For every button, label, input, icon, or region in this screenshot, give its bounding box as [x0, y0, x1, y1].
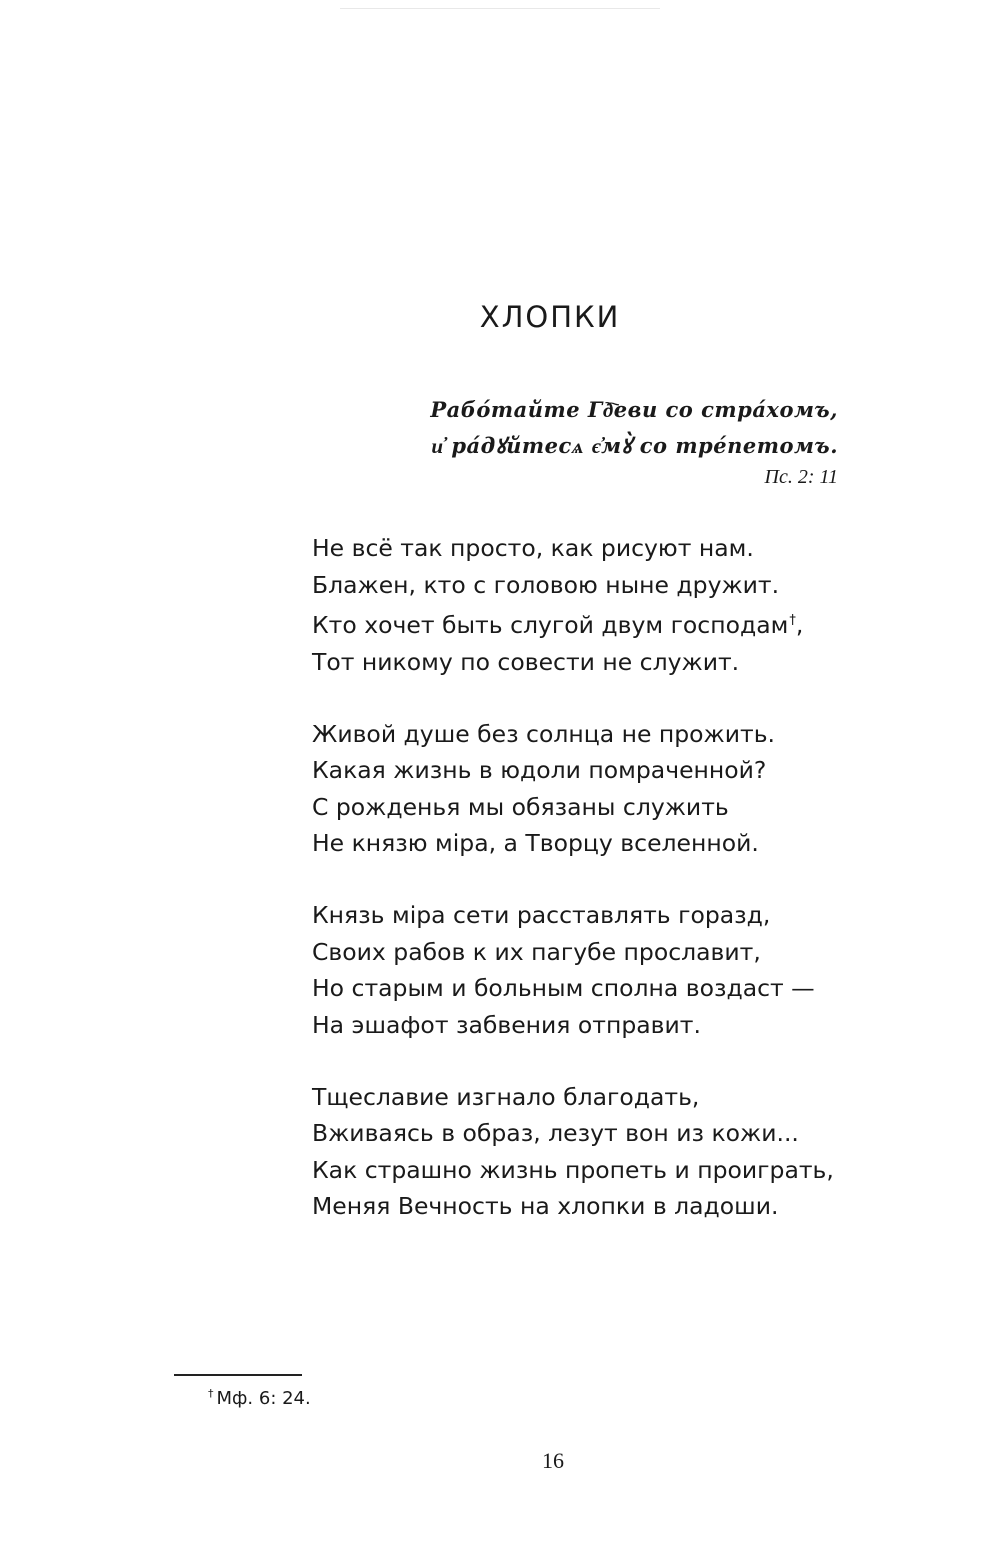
stanza	[312, 716, 834, 862]
epigraph-source: Пс. 2: 11	[764, 466, 838, 488]
scan-artifact-line	[340, 8, 660, 9]
verse-line: Князь міра сети расставлять горазд,	[312, 901, 771, 929]
verse-line-punctuation: ,	[795, 611, 804, 639]
footnote-mark: †	[208, 1387, 214, 1400]
footnote-separator	[174, 1374, 302, 1376]
page-number: 16	[542, 1448, 564, 1473]
verse-line-text: Кто хочет быть слугой двум господам	[312, 611, 789, 639]
verse-line: Блажен, кто с головою ныне дружит.	[312, 570, 780, 599]
epigraph-line: Рабо́тайте Гд҇еви со стра́хомъ,	[430, 397, 838, 422]
verse-line: Тот никому по совести не служит.	[312, 647, 740, 676]
verse-line: Как страшно жизнь пропеть и проиграть,	[312, 1155, 834, 1184]
stanza	[312, 530, 834, 680]
poem-body	[312, 530, 834, 1260]
footnote	[208, 1387, 311, 1409]
verse-line: На эшафот забвения отправит.	[312, 1010, 701, 1039]
verse-line: Тщеславие изгнало благодать,	[312, 1082, 700, 1111]
verse-line: Живой душе без солнца не прожить.	[312, 719, 776, 748]
verse-line-with-footnote	[312, 603, 834, 644]
verse-line: Но старым и больным сполна воздаст —	[312, 974, 815, 1002]
stanza	[312, 897, 834, 1043]
verse-line: Не всё так просто, как рисуют нам.	[312, 534, 754, 562]
verse-line: Какая жизнь в юдоли помраченной?	[312, 756, 767, 784]
verse-line: С рожденья мы обязаны служить	[312, 792, 729, 821]
footnote-text: Мф. 6: 24.	[216, 1388, 311, 1409]
verse-line: Вживаясь в образ, лезут вон из кожи...	[312, 1119, 799, 1147]
poem-title: ХЛОПКИ	[479, 300, 621, 334]
epigraph	[430, 392, 838, 492]
epigraph-line: и҆ ра́дꙋйтесѧ є҆мꙋ̀ со тре́петомъ.	[431, 433, 838, 458]
stanza	[312, 1079, 834, 1225]
footnote-reference-mark[interactable]: †	[789, 613, 796, 628]
verse-line: Меняя Вечность на хлопки в ладоши.	[312, 1192, 779, 1220]
verse-line: Своих рабов к их пагубе прославит,	[312, 937, 761, 966]
verse-line: Не князю міра, а Творцу вселенной.	[312, 829, 759, 857]
